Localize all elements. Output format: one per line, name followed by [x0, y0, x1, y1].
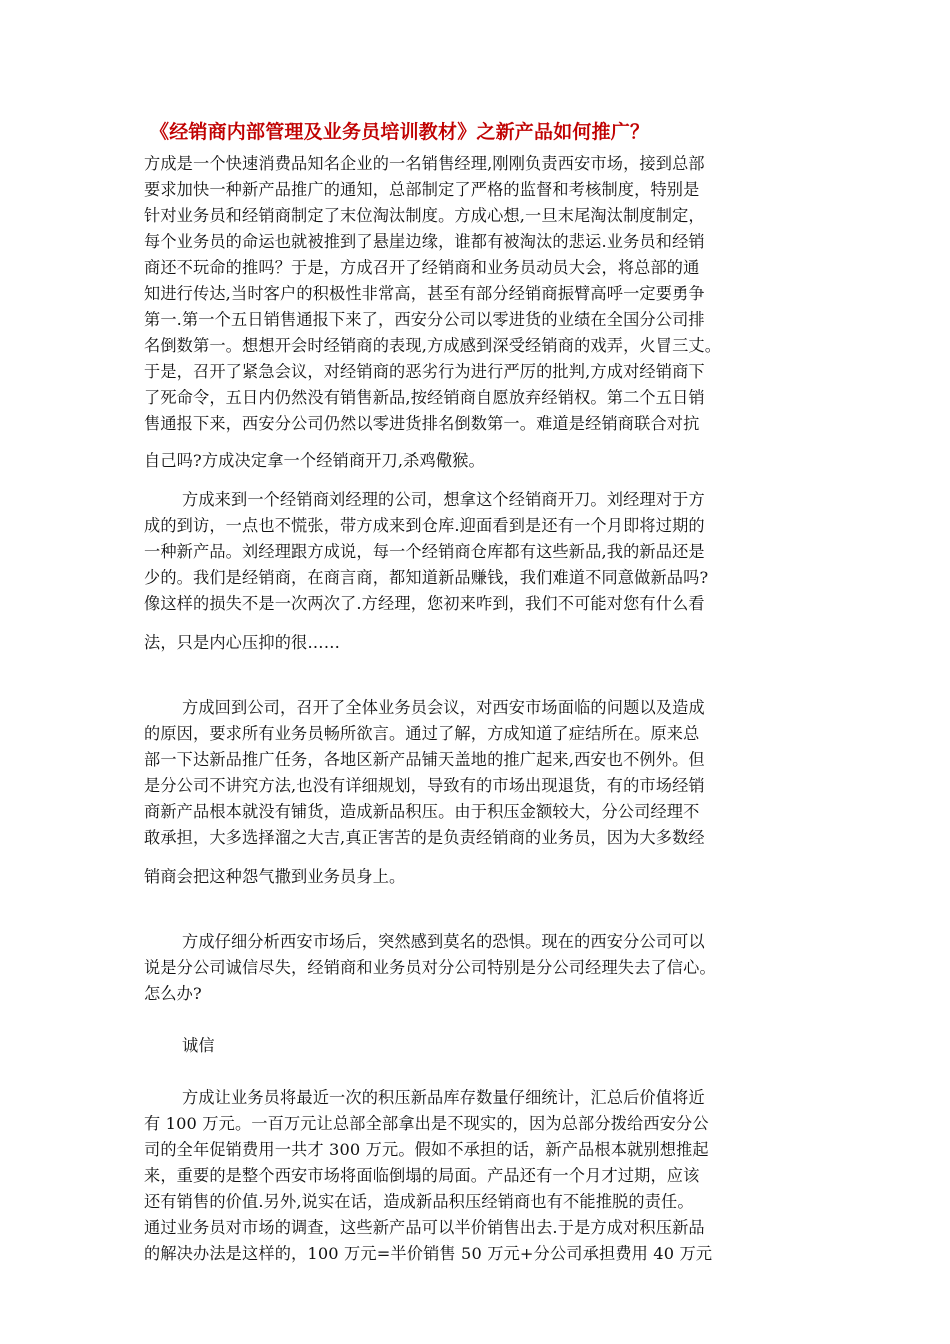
text-line: 售通报下来，西安分公司仍然以零进货排名倒数第一。难道是经销商联合对抗 — [144, 414, 700, 433]
section-heading: 诚信 — [182, 1036, 215, 1055]
text-line: 是分公司不讲究方法,也没有详细规划，导致有的市场出现退货，有的市场经销 — [144, 776, 705, 795]
text-line: 针对业务员和经销商制定了末位淘汰制度。方成心想,一旦末尾淘汰制度制定， — [144, 206, 705, 225]
text-line: 商新产品根本就没有铺货，造成新品积压。由于积压金额较大，分公司经理不 — [144, 802, 700, 821]
text-line: 的解决办法是这样的，100 万元=半价销售 50 万元+分公司承担费用 40 万元 — [144, 1244, 713, 1263]
text-line: 自己吗?方成决定拿一个经销商开刀,杀鸡儆猴。 — [144, 451, 485, 470]
paragraph-first-line: 方成回到公司，召开了全体业务员会议，对西安市场面临的问题以及造成 — [182, 698, 705, 717]
text-line: 怎么办? — [144, 984, 202, 1003]
text-line: 有 100 万元。一百万元让总部全部拿出是不现实的，因为总部分拨给西安分公 — [144, 1114, 709, 1133]
text-line: 的原因，要求所有业务员畅所欲言。通过了解，方成知道了症结所在。原来总 — [144, 724, 700, 743]
text-line: 敢承担，大多选择溜之大吉,真正害苦的是负责经销商的业务员，因为大多数经 — [144, 828, 705, 847]
text-line: 还有销售的价值.另外,说实在话，造成新品积压经销商也有不能推脱的责任。 — [144, 1192, 694, 1211]
text-line: 销商会把这种怨气撒到业务员身上。 — [144, 867, 406, 886]
text-line: 第一.第一个五日销售通报下来了，西安分公司以零进货的业绩在全国分公司排 — [144, 310, 705, 329]
paragraph-first-line: 方成仔细分析西安市场后，突然感到莫名的恐惧。现在的西安分公司可以 — [182, 932, 705, 951]
paragraph-first-line: 方成让业务员将最近一次的积压新品库存数量仔细统计，汇总后价值将近 — [182, 1088, 705, 1107]
text-line: 成的到访，一点也不慌张，带方成来到仓库.迎面看到是还有一个月即将过期的 — [144, 516, 705, 535]
text-line: 了死命令，五日内仍然没有销售新品,按经销商自愿放弃经销权。第二个五日销 — [144, 388, 705, 407]
text-line: 商还不玩命的推吗？于是，方成召开了经销商和业务员动员大会，将总部的通 — [144, 258, 700, 277]
text-line: 知进行传达,当时客户的积极性非常高，甚至有部分经销商振臂高呼一定要勇争 — [144, 284, 705, 303]
paragraph-first-line: 方成来到一个经销商刘经理的公司，想拿这个经销商开刀。刘经理对于方 — [182, 490, 705, 509]
text-line: 名倒数第一。想想开会时经销商的表现,方成感到深受经销商的戏弄，火冒三丈。 — [144, 336, 722, 355]
text-line: 方成是一个快速消费品知名企业的一名销售经理,刚刚负责西安市场，接到总部 — [144, 154, 705, 173]
document-title: 《经销商内部管理及业务员培训教材》之新产品如何推广？ — [150, 121, 650, 143]
text-line: 像这样的损失不是一次两次了.方经理，您初来咋到，我们不可能对您有什么看 — [144, 594, 705, 613]
text-line: 每个业务员的命运也就被推到了悬崖边缘，谁都有被淘汰的悲运.业务员和经销 — [144, 232, 705, 251]
text-line: 说是分公司诚信尽失，经销商和业务员对分公司特别是分公司经理失去了信心。 — [144, 958, 716, 977]
text-line: 少的。我们是经销商，在商言商，都知道新品赚钱，我们难道不同意做新品吗? — [144, 568, 709, 587]
text-line: 司的全年促销费用一共才 300 万元。假如不承担的话，新产品根本就别想推起 — [144, 1140, 709, 1159]
text-line: 通过业务员对市场的调查，这些新产品可以半价销售出去.于是方成对积压新品 — [144, 1218, 705, 1237]
text-line: 来，重要的是整个西安市场将面临倒塌的局面。产品还有一个月才过期，应该 — [144, 1166, 700, 1185]
text-line: 要求加快一种新产品推广的通知，总部制定了严格的监督和考核制度，特别是 — [144, 180, 700, 199]
text-line: 法，只是内心压抑的很…… — [144, 633, 341, 652]
text-line: 于是，召开了紧急会议，对经销商的恶劣行为进行严厉的批判,方成对经销商下 — [144, 362, 705, 381]
text-line: 部一下达新品推广任务，各地区新产品铺天盖地的推广起来,西安也不例外。但 — [144, 750, 705, 769]
text-line: 一种新产品。刘经理跟方成说，每一个经销商仓库都有这些新品,我的新品还是 — [144, 542, 705, 561]
